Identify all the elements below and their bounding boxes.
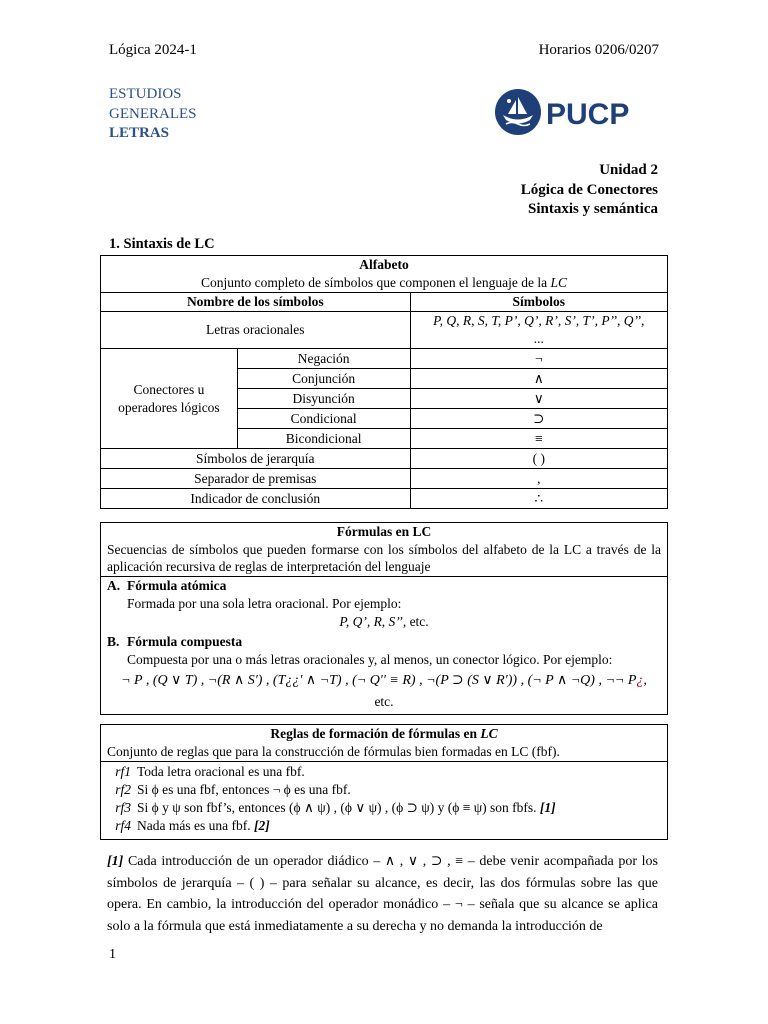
header-course: Lógica 2024-1 (109, 42, 197, 58)
conector-symbol: ∧ (410, 369, 667, 389)
reglas-header (101, 725, 667, 762)
alfabeto-subtitle: Conjunto completo de símbolos que componen el lenguaje de la LC (201, 275, 567, 290)
col-header-symbols: Símbolos (410, 293, 667, 312)
formulas-body (101, 577, 667, 714)
conector-name: Bicondicional (237, 429, 410, 449)
conector-name: Conjunción (237, 369, 410, 389)
formula-atomica-heading: A. Fórmula atómica (107, 577, 227, 593)
formulas-title: Fórmulas en LC (336, 524, 432, 539)
alfabeto-table (100, 255, 668, 509)
conector-symbol: ⊃ (410, 409, 667, 429)
formula-compuesta-text: Compuesta por una o más letras oracionales y, al menos, un conector lógico. Por ejemplo: (127, 651, 613, 667)
reglas-desc: Conjunto de reglas que para la construcción de fórmulas bien formadas en LC (fbf). (107, 744, 560, 759)
reglas-title: Reglas de formación de fórmulas en LC (270, 726, 498, 741)
unit-title: Lógica de Conectores (520, 181, 658, 198)
regla-rf4: rf4 Nada más es una fbf. [2] (115, 818, 270, 833)
formulas-header (101, 523, 667, 577)
formula-compuesta-heading: B. Fórmula compuesta (107, 633, 243, 649)
footnote-ref: [1] (107, 854, 124, 869)
header-schedule: Horarios 0206/0207 (538, 42, 659, 58)
otro-name: Separador de premisas (101, 469, 411, 489)
footnote-1 (107, 851, 658, 937)
page-number: 1 (109, 947, 116, 962)
col-header-names: Nombre de los símbolos (101, 293, 411, 312)
alfabeto-title: Alfabeto (359, 257, 409, 272)
pucp-logo (494, 88, 644, 136)
formula-compuesta-example: ¬ P , (Q ∨ T) , ¬(R ∧ S′) , (T¿¿′ ∧ ¬T) , (¬ Q′′ ≡ R) , ¬(P ⊃ (S ∨ R′)) , (¬ P ∧ ¬Q) , ¬¬ P¿, (121, 672, 647, 688)
footnote-text: Cada introducción de un operador diádico – ∧ , ∨ , ⊃ , ≡ – debe venir acompañada por los símbolos de jerarquía – ( ) – para señalar su alcance, es decir, las dos fórmulas sobre las que opera. En cambio, la introducción del operador monádico – ¬ – señala que su alcance se aplica solo a la fórmula que está inmediatamente a su derecha y no demanda la introducción de (107, 854, 658, 934)
formulas-desc: Secuencias de símbolos que pueden formarse con los símbolos del alfabeto de la LC a través de la aplicación recursiva de reglas de interpretación del lenguaje (107, 541, 661, 574)
faculty-brand (109, 85, 197, 144)
logo-wordmark: PUCP (546, 98, 630, 131)
conector-symbol: ¬ (410, 349, 667, 369)
letras-symbols: P, Q, R, S, T, P’, Q’, R’, S’, T’, P’’, Q’’, ... (410, 312, 667, 349)
otro-symbol: ( ) (410, 449, 667, 469)
section-title: 1. Sintaxis de LC (109, 236, 215, 252)
alfabeto-header (101, 256, 668, 293)
formulas-box (100, 522, 668, 715)
conector-name: Disyunción (237, 389, 410, 409)
regla-rf2: rf2 Si ϕ es una fbf, entonces ¬ ϕ es una fbf. (115, 782, 351, 797)
brand-line-3: LETRAS (109, 125, 170, 141)
unit-number: Unidad 2 (599, 162, 658, 178)
otro-name: Indicador de conclusión (101, 489, 411, 509)
reglas-list (101, 762, 667, 839)
unit-subtitle: Sintaxis y semántica (527, 201, 658, 217)
formula-atomica-example: P, Q’, R, S’’, etc. (339, 613, 429, 629)
formula-atomica-text: Formada por una sola letra oracional. Por ejemplo: (127, 595, 402, 611)
conector-name: Condicional (237, 409, 410, 429)
formula-compuesta-etc: etc. (374, 693, 394, 709)
conector-symbol: ≡ (410, 429, 667, 449)
conectores-label: Conectores u operadores lógicos (101, 349, 238, 449)
reglas-box (100, 724, 668, 840)
brand-line-1: ESTUDIOS (109, 86, 182, 102)
conector-name: Negación (237, 349, 410, 369)
brand-line-2: GENERALES (109, 105, 197, 122)
regla-rf3: rf3 Si ϕ y ψ son fbf’s, entonces (ϕ ∧ ψ) , (ϕ ∨ ψ) , (ϕ ⊃ ψ) y (ϕ ≡ ψ) son fbfs. [1] (115, 800, 556, 815)
otro-symbol: , (410, 469, 667, 489)
regla-rf1: rf1 Toda letra oracional es una fbf. (115, 764, 305, 779)
conector-symbol: ∨ (410, 389, 667, 409)
otro-name: Símbolos de jerarquía (101, 449, 411, 469)
letras-label: Letras oracionales (101, 312, 411, 349)
otro-symbol: ∴ (410, 489, 667, 509)
unit-heading (521, 161, 658, 220)
